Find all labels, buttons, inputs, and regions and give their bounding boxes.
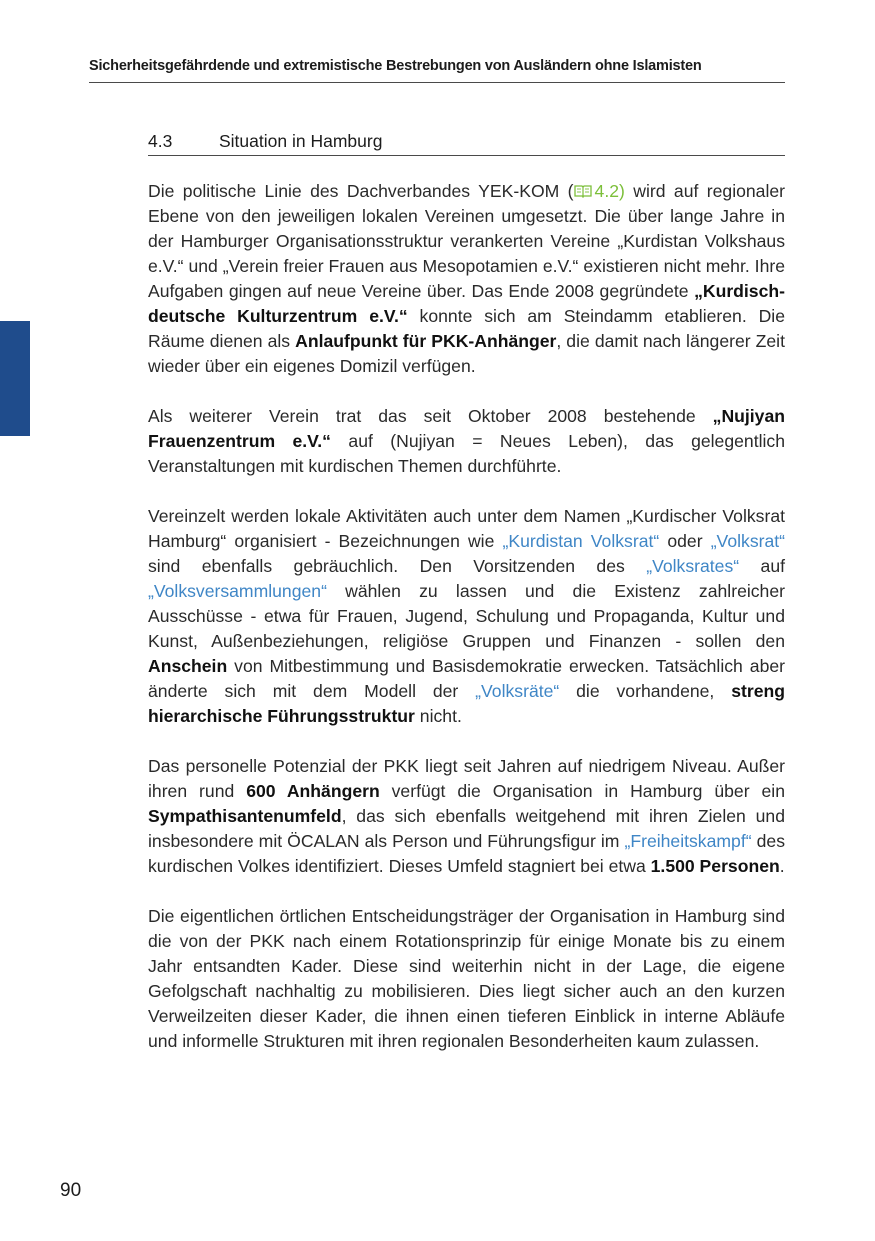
glossary-link[interactable]: „Freiheitskampf“ <box>624 831 752 851</box>
header-rule <box>89 82 785 83</box>
cross-reference[interactable] <box>574 181 625 201</box>
glossary-link[interactable]: „Volksversammlungen“ <box>148 581 327 601</box>
text-run: nicht. <box>414 706 462 726</box>
book-icon <box>574 184 592 198</box>
bold-term: 600 Anhängern <box>246 781 380 801</box>
text-run: . <box>779 856 785 876</box>
text-run: die vorhandene, <box>559 681 732 701</box>
glossary-link[interactable]: „Volksräte“ <box>475 681 560 701</box>
section-rule <box>148 155 785 156</box>
paragraph-5 <box>148 904 785 1054</box>
text-run: verfügt die Organisation in Hamburg über ein <box>379 781 785 801</box>
bold-term: „Nujiyan Frauenzentrum e.V.“ <box>148 406 785 451</box>
text-run: auf (Nujiyan = Neues Leben), das gelegentlich Veranstaltungen mit kurdischen Themen durchführte. <box>148 431 785 476</box>
page-number: 90 <box>60 1180 82 1201</box>
bold-term: Anlaufpunkt für PKK-Anhänger <box>295 331 557 351</box>
text-run: des kurdischen Volkes identifiziert. Dieses Umfeld stagniert bei etwa <box>148 831 785 876</box>
text-run: Die politische Linie des Dachverbandes YEK-KOM ( <box>148 181 574 201</box>
text-run: wählen zu lassen und die Existenz zahlreicher Ausschüsse - etwa für Frauen, Jugend, Schulung und Propaganda, Kultur und Kunst, Außenbeziehungen, religiöse Gruppen und Finanzen - sollen den <box>148 581 785 651</box>
body-text <box>148 179 785 1054</box>
section-title: Situation in Hamburg <box>219 131 383 151</box>
section-heading <box>148 131 785 152</box>
chapter-tab-marker <box>0 321 30 436</box>
paragraph-2 <box>148 404 785 479</box>
bold-term: streng hierarchische Führungsstruktur <box>148 681 785 726</box>
bold-term: 1.500 Personen <box>650 856 780 876</box>
text-run: Die eigentlichen örtlichen Entscheidungsträger der Organisation in Hamburg sind die von der PKK nach einem Rotationsprinzip für einige Monate bis zu einem Jahr entsandten Kader. Diese sind weiterhin nicht in der Lage, die eigene Gefolgschaft nachhaltig zu mobilisieren. Dies liegt sicher auch an den kurzen Verweilzeiten dieser Kader, die ihnen einen tieferen Einblick in interne Abläufe und informelle Strukturen mit ihren regionalen Besonderheiten kaum zulassen. <box>148 906 785 1051</box>
bold-term: Anschein <box>148 656 228 676</box>
cross-reference-label: 4.2) <box>594 181 625 201</box>
paragraph-1 <box>148 179 785 379</box>
bold-term: „Kurdisch-deutsche Kulturzentrum e.V.“ <box>148 281 785 326</box>
text-run: sind ebenfalls gebräuchlich. Den Vorsitzenden des <box>148 556 647 576</box>
text-run: , die damit nach längerer Zeit wieder über ein eigenes Domizil verfügen. <box>148 331 785 376</box>
running-header: Sicherheitsgefährdende und extremistische Bestrebungen von Ausländern ohne Islamisten <box>89 58 702 74</box>
glossary-link[interactable]: „Volksrat“ <box>710 531 786 551</box>
text-run: auf <box>739 556 785 576</box>
text-run: von Mitbestimmung und Basisdemokratie erwecken. Tatsächlich aber änderte sich mit dem Modell der <box>148 656 785 701</box>
paragraph-3 <box>148 504 785 729</box>
glossary-link[interactable]: „Volksrates“ <box>646 556 740 576</box>
text-run: oder <box>659 531 711 551</box>
bold-term: Sympathisantenumfeld <box>148 806 342 826</box>
text-run: Als weiterer Verein trat das seit Oktober 2008 bestehende <box>148 406 713 426</box>
text-run: konnte sich am Steindamm etablieren. Die Räume dienen als <box>148 306 785 351</box>
section-number: 4.3 <box>148 131 173 151</box>
paragraph-4 <box>148 754 785 879</box>
text-run: wird auf regionaler Ebene von den jeweiligen lokalen Vereinen umgesetzt. Die über lange Jahre in der Hamburger Organisationsstruktur verankerten Vereine „Kurdistan Volkshaus e.V.“ und „Verein freier Frauen aus Mesopotamien e.V.“ existieren nicht mehr. Ihre Aufgaben gingen auf neue Vereine über. Das Ende 2008 gegründete <box>148 181 786 301</box>
glossary-link[interactable]: „Kurdistan Volksrat“ <box>502 531 660 551</box>
text-run: , das sich ebenfalls weitgehend mit ihren Zielen und insbesondere mit ÖCALAN als Person und Führungsfigur im <box>148 806 785 851</box>
text-run: Das personelle Potenzial der PKK liegt seit Jahren auf niedrigem Niveau. Außer ihren rund <box>148 756 785 801</box>
text-run: Vereinzelt werden lokale Aktivitäten auch unter dem Namen „Kurdischer Volksrat Hamburg“ organisiert - Bezeichnungen wie <box>148 506 785 551</box>
